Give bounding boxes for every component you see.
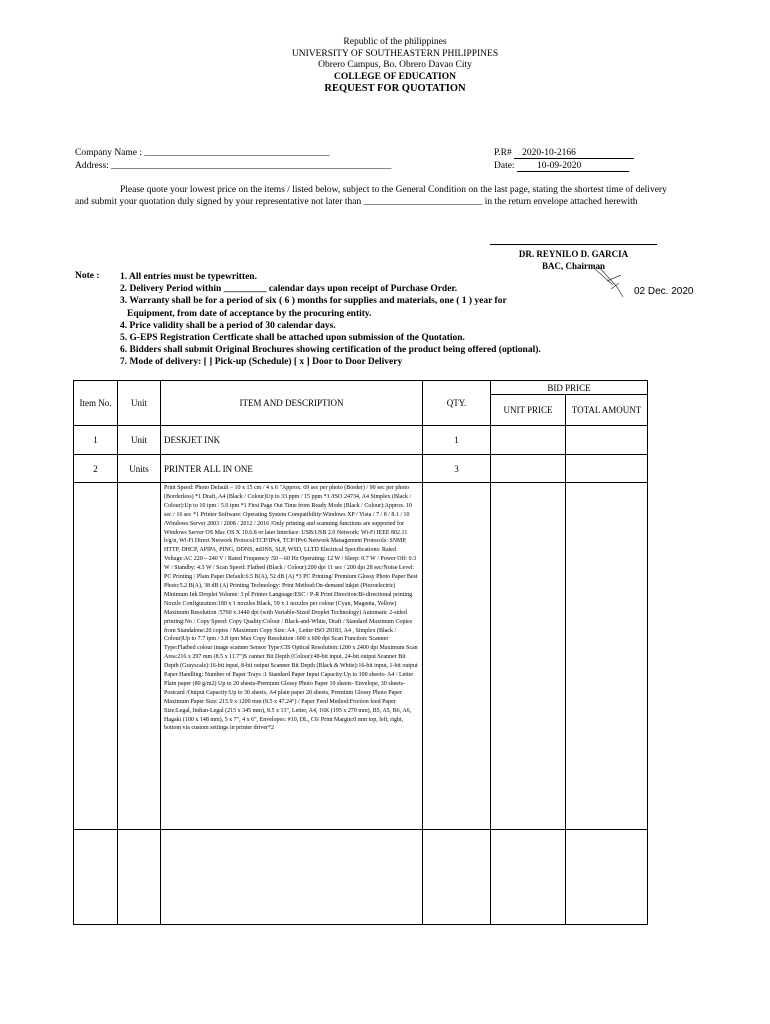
empty-cell <box>423 830 491 925</box>
note-item: 3. Warranty shall be for a period of six ( 6 ) months for supplies and materials, one ( 1 ) year for <box>120 296 507 307</box>
bid-table <box>73 380 648 925</box>
handwritten-signature <box>593 263 633 299</box>
signatory-name: DR. REYNILO D. GARCIA <box>518 249 629 259</box>
pr-number-field <box>494 148 634 159</box>
address-field: Address: ___________________________________________________________ <box>75 161 392 171</box>
pr-label: P.R# <box>494 148 512 158</box>
date-field <box>494 161 629 172</box>
unit-price-cell[interactable] <box>491 830 566 925</box>
empty-cell <box>118 830 161 925</box>
table-row <box>74 426 648 455</box>
total-amount-cell[interactable] <box>566 483 648 830</box>
note-item: 1. All entries must be typewritten. <box>120 272 257 282</box>
note-item: 2. Delivery Period within _________ calendar days upon receipt of Purchase Order. <box>120 284 458 295</box>
note-item: 7. Mode of delivery: [ ] Pick-up (Schedule) [ x ] Door to Door Delivery <box>120 357 403 368</box>
row-unit: Unit <box>118 426 161 455</box>
note-item: 4. Price validity shall be a period of 30 calendar days. <box>120 320 336 331</box>
row-unit: Units <box>118 455 161 483</box>
header-unit-price: UNIT PRICE <box>491 395 566 426</box>
instruction-paragraph: Please quote your lowest price on the items / listed below, subject to the General Condition on the last page, stating the shortest time of delivery and submit your quotation duly signed by your representative not later than _________________________ in the return envelope attached herewith <box>75 185 667 207</box>
total-amount-cell[interactable] <box>566 455 648 483</box>
pr-value: 2020-10-2166 <box>514 148 634 159</box>
header-item-no: Item No. <box>74 381 118 426</box>
document-header <box>0 37 770 95</box>
college-name: COLLEGE OF EDUCATION <box>334 71 456 82</box>
header-qty: QTY. <box>423 381 491 426</box>
table-row <box>74 455 648 483</box>
note-label: Note : <box>75 271 100 281</box>
row-qty: 3 <box>423 455 491 483</box>
total-amount-cell[interactable] <box>566 426 648 455</box>
note-item: 6. Bidders shall submit Original Brochures showing certification of the product being offered (optional). <box>120 345 541 356</box>
date-label: Date: <box>494 161 515 171</box>
empty-cell <box>118 483 161 830</box>
notes-list <box>120 271 541 369</box>
table-row <box>74 830 648 925</box>
campus-address: Obrero Campus, Bo. Obrero Davao City <box>318 60 472 70</box>
printer-specifications: Print Speed: Photo Default – 10 x 15 cm / 4 x 6 "Approx. 69 sec per photo (Border) / 90 sec per photo (Borderless) *1 Draft, A4 (Black / Colour)Up to 33 ppm / 15 ppm *1 /ISO 24734, A4 Simplex (Black / Colour):Up to 10 ipm / 5.0 ipm *1 First Page Out Time from Ready Mode (Black / Colour):Approx. 10 sec / 16 sec *1 Printer Software: Operating System Compatibility:Windows XP / Vista / 7 / 8 / 8.1 / 10 /Windows Server 2003 / 2008 / 2012 / 2016 /Only printing and scanning functions are supported for Windows Server OS Mac OS X 10.6.8 or later Interface: USB:USB 2.0 Network: Wi-Fi IEEE 802.11 b/g/n, Wi-Fi Direct Network Protocol:TCP/IPv4, TCP/IPv6 Network Management Protocols: SNMP, HTTP, DHCP, APIPA, PING, DDNS, mDNS, SLP, WSD, LLTD Electrical Specifications: Rated Voltage:AC 220 – 240 V / Rated Frequency :50 – 60 Hz Operating: 12 W / Sleep: 0.7 W / Power Off: 0.3 W / Standby: 4.3 W / Scan Speed: Flatbed (Black / Colour):200 dpi 11 sec / 200 dpi 28 sec/Noise Level: PC Printing / Plain Paper Default:6.5 B(A), 52 dB (A) *3 PC Printing/ Premium Glossy Photo Paper Best Photo:5.2 B(A), 38 dB (A) Printing Technology: Print Method:On-demand inkjet (Piezoelectric) Minimum Ink Droplet Volume: 3 pl Printer Language:ESC / P-R Print Direction:Bi-directional printing Nozzle Configuration:180 x 1 nozzles Black, 59 x 1 nozzles per colour (Cyan, Magenta, Yellow) Maximum Resolution :5760 x 1440 dpi (with Variable-Sized Droplet Technology) Automatic 2-sided printing:No / Copy Speed: Copy Quality:Colour / Black-and-White, Draft / Standard Maximum Copies from Standalone:20 copies / Maximum Copy Size: A4 , Letter ISO 29183, A4 , Simplex (Black / Colour)Up to 7.7 ipm / 3.8 ipm Max Copy Resolution :600 x 600 dpi Scan Function: Scanner Type:Flatbed colour image scanner Sensor Type:CIS Optical Resolution:1200 x 2400 dpi Maximum Scan Area:216 x 297 mm (8.5 x 11.7")S canner Bit Depth (Colour):48-bit input, 24-bit output Scanner Bit Depth (Grayscale):16-bit input, 8-bit output Scanner Bit Depth (Black & White):16-bit input, 1-bit output Paper Handling: Number of Paper Trays :1 Standard Paper Input Capacity:Up to 100 sheets- A4 / Letter Plain paper (80 g/m2) Up to 20 sheets-Premium Glossy Photo Paper 10 sheets- Envelope, 30 sheets- Postcard /Output Capacity:Up to 30 sheets, A4 plain paper 20 sheets, Premium Glossy Photo Paper Maximum Paper Size: 215.9 x 1200 mm (8.5 x 47.24") / Paper Feed Method:Friction feed Paper Size:Legal, Indian-Legal (215 x 345 mm), 8.5 x 13", Letter, A4, 16K (195 x 270 mm), B5, A5, B6, A6, Hagaki (100 x 148 mm), 5 x 7", 4 x 6", Envelopes: #10, DL, C6/ Print Margin:0 mm top, left, right, bottom via custom settings in printer driver*2 <box>161 483 423 830</box>
received-date: 02 Dec. 2020 <box>634 286 694 297</box>
company-name-field: Company Name : _______________________________________ <box>75 148 330 158</box>
empty-cell <box>423 483 491 830</box>
header-total-amount: TOTAL AMOUNT <box>566 395 648 426</box>
header-description: ITEM AND DESCRIPTION <box>161 381 423 426</box>
total-amount-cell[interactable] <box>566 830 648 925</box>
date-value: 10-09-2020 <box>517 161 629 172</box>
note-item: Equipment, from date of acceptance by the procuring entity. <box>127 308 372 319</box>
row-item-no: 2 <box>74 455 118 483</box>
row-item-no: 1 <box>74 426 118 455</box>
signatory-role: BAC, Chairman <box>541 261 605 271</box>
republic-line: Republic of the philippines <box>343 37 447 47</box>
empty-cell <box>74 830 118 925</box>
table-row <box>74 483 648 830</box>
university-name: UNIVERSITY OF SOUTHEASTERN PHILIPPINES <box>291 48 499 59</box>
unit-price-cell[interactable] <box>491 455 566 483</box>
header-unit: Unit <box>118 381 161 426</box>
unit-price-cell[interactable] <box>491 426 566 455</box>
header-bid-price: BID PRICE <box>491 381 648 395</box>
unit-price-cell[interactable] <box>491 483 566 830</box>
empty-cell <box>74 483 118 830</box>
row-description: PRINTER ALL IN ONE <box>161 455 423 483</box>
row-description: DESKJET INK <box>161 426 423 455</box>
document-title: REQUEST FOR QUOTATION <box>324 83 466 94</box>
note-item: 5. G-EPS Registration Certficate shall be attached upon submission of the Quotation. <box>120 333 465 344</box>
row-qty: 1 <box>423 426 491 455</box>
empty-cell <box>161 830 423 925</box>
